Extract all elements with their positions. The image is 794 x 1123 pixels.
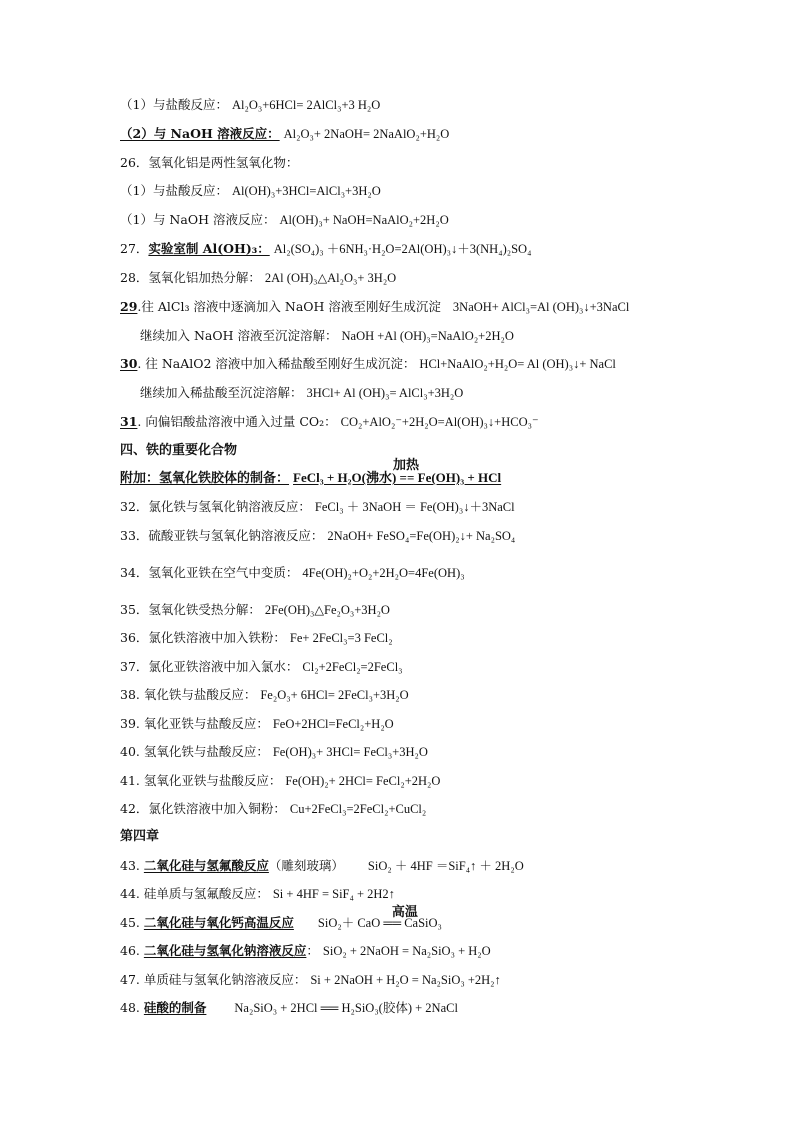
equation-line [140,328,514,344]
equation: Al₂(SO₄)₃ ＋6NH₃·H₂O=2Al(OH)₃↓＋3(NH₄)₂SO₄ [273,242,532,256]
equation: 2Al (OH)₃△Al₂O₃+ 3H₂O [264,271,397,285]
line-number: 46. [120,943,140,958]
equation: Si + 2NaOH + H₂O = Na₂SiO₃ +2H₂↑ [310,973,501,987]
line-label: 附加：氢氧化铁胶体的制备： [120,471,290,486]
equation-line [120,801,426,817]
line-label: . 往 NaAlO2 溶液中加入稀盐酸至刚好生成沉淀： [137,356,416,371]
line-label: 35．氢氧化铁受热分解： [120,602,261,617]
equation-line [120,602,390,618]
line-label: 实验室制 Al(OH)₃： [148,241,270,256]
equation-line [120,414,539,430]
line-label: 36．氯化铁溶液中加入铁粉： [120,630,286,645]
line-number: 30 [120,356,138,371]
equation: Na₂SiO₃ + 2HCl ══ H₂SiO₃(胶体) + 2NaCl [234,1001,458,1015]
equation: Fe(OH)₃+ 3HCl= FeCl₃+3H₂O [272,745,428,759]
equation: 2NaOH+ FeSO₄=Fe(OH)₂↓+ Na₂SO₄ [327,529,516,543]
heading-text: 四、铁的重要化合物 [120,443,238,458]
line-label: .往 AlCl₃ 溶液中逐滴加入 NaOH 溶液至刚好生成沉淀 [137,299,441,314]
line-label: 38. 氧化铁与盐酸反应： [120,687,257,702]
equation-line [120,972,501,988]
line-label: 二氧化硅与氧化钙高温反应 [143,915,294,930]
section-heading [120,443,237,459]
equation-line [120,183,381,199]
line-label: 28．氢氧化铝加热分解： [120,270,261,285]
equation [293,457,502,485]
equation [317,904,442,930]
line-label: 32．氯化铁与氢氧化钠溶液反应： [120,499,311,514]
equation: CO₂+AlO₂⁻+2H₂O=Al(OH)₃↓+HCO₃⁻ [340,415,539,429]
line-label: 42．氯化铁溶液中加入铜粉： [120,801,286,816]
line-label: 33．硫酸亚铁与氢氧化钠溶液反应： [120,528,324,543]
equation: SiO₂ ＋ 4HF ＝SiF₄↑ ＋ 2H₂O [367,859,524,873]
condition-label: 加热 [393,457,420,472]
line-number: 48. [120,1000,140,1015]
line-label: （1）与盐酸反应： [120,183,228,198]
equation: Cu+2FeCl₃=2FeCl₂+CuCl₂ [289,802,427,816]
equation-line [120,565,465,581]
line-label: 继续加入稀盐酸至沉淀溶解： [140,385,303,400]
line-label: 继续加入 NaOH 溶液至沉淀溶解： [140,328,338,343]
equation-line [120,858,524,874]
equation-line [120,528,515,544]
line-label: 硅酸的制备 [143,1000,207,1015]
line-number: 45. [120,915,140,930]
equation: NaOH +Al (OH)₃=NaAlO₂+2H₂O [341,329,514,343]
equation-line [120,212,449,228]
line-label: 41. 氢氧化亚铁与盐酸反应： [120,773,282,788]
equation-line [120,1000,458,1016]
equation: 2Fe(OH)₃△Fe₂O₃+3H₂O [264,603,390,617]
equation: HCl+NaAlO₂+H₂O= Al (OH)₃↓+ NaCl [419,357,616,371]
equation-line [120,904,442,931]
line-label: （1）与盐酸反应： [120,97,228,112]
line-number: 29 [120,299,138,314]
equation-line [120,630,393,646]
equation: Fe+ 2FeCl₃=3 FeCl₂ [289,631,393,645]
line-label: 二氧化硅与氢氟酸反应 [143,858,269,873]
equation-line [120,457,502,487]
equation: FeCl₃ ＋ 3NaOH ＝ Fe(OH)₃↓＋3NaCl [314,500,515,514]
line-number: 27． [120,241,149,256]
section-line [120,155,298,171]
equation: Si + 4HF = SiF₄ + 2H2↑ [272,887,395,901]
equation-line [120,687,409,703]
equation: Fe(OH)₂+ 2HCl= FeCl₂+2H₂O [285,774,441,788]
equation: Al(OH)₃+ NaOH=NaAlO₂+2H₂O [279,213,449,227]
line-number: 43. [120,858,140,873]
equation-line [120,241,531,257]
line-label: （1）与 NaOH 溶液反应： [120,212,276,227]
equation-line [120,356,616,372]
equation: Al₂O₃+6HCl= 2AlCl₃+3 H₂O [231,98,381,112]
line-label: 34．氢氧化亚铁在空气中变质： [120,565,299,580]
line-label: 47. 单质硅与氢氧化钠溶液反应： [120,972,307,987]
chapter-heading [120,829,159,845]
line-label: 39. 氧化亚铁与盐酸反应： [120,716,269,731]
line-label: 40. 氢氧化铁与盐酸反应： [120,744,269,759]
line-label: 44. 硅单质与氢氟酸反应： [120,886,269,901]
equation: Fe₂O₃+ 6HCl= 2FeCl₃+3H₂O [260,688,409,702]
condition-label: 高温 [391,904,418,919]
line-note: （雕刻玻璃） [268,858,344,873]
line-label: 26．氢氧化铝是两性氢氧化物： [120,155,299,170]
line-note: ： [306,943,319,958]
equation: FeO+2HCl=FeCl₂+H₂O [272,717,394,731]
equation-line [120,716,394,732]
heading-text: 第四章 [120,829,160,844]
equation-line [120,659,403,675]
equation-line [120,499,515,515]
equation: Cl₂+2FeCl₂=2FeCl₃ [302,660,403,674]
equation-line [120,773,440,789]
equation: Al(OH)₃+3HCl=AlCl₃+3H₂O [231,184,381,198]
equation: 4Fe(OH)₂+O₂+2H₂O=4Fe(OH)₃ [302,566,465,580]
equation: Al₂O₃+ 2NaOH= 2NaAlO₂+H₂O [283,127,450,141]
equation: SiO₂ + 2NaOH = Na₂SiO₃ + H₂O [322,944,491,958]
line-label: （2）与 NaOH 溶液反应： [120,126,280,141]
equation-text: FeCl₃ + H₂O(沸水) == Fe(OH)₃ + HCl [293,470,502,485]
line-label: 二氧化硅与氢氧化钠溶液反应 [143,943,307,958]
equation: 3NaOH+ AlCl₃=Al (OH)₃↓+3NaCl [452,300,630,314]
equation-line [140,385,463,401]
line-number: 31 [120,414,138,429]
line-label: . 向偏铝酸盐溶液中通入过量 CO₂： [137,414,337,429]
equation: 3HCl+ Al (OH)₃= AlCl₃+3H₂O [306,386,464,400]
equation-line [120,299,629,315]
equation-line [120,744,428,760]
line-label: 37．氯化亚铁溶液中加入氯水： [120,659,299,674]
equation-line [120,886,395,902]
equation-line [120,270,396,286]
equation-text: SiO₂＋ CaO ══ CaSiO₃ [317,916,442,930]
equation-line [120,126,449,142]
equation-line [120,97,380,113]
equation-line [120,943,491,959]
